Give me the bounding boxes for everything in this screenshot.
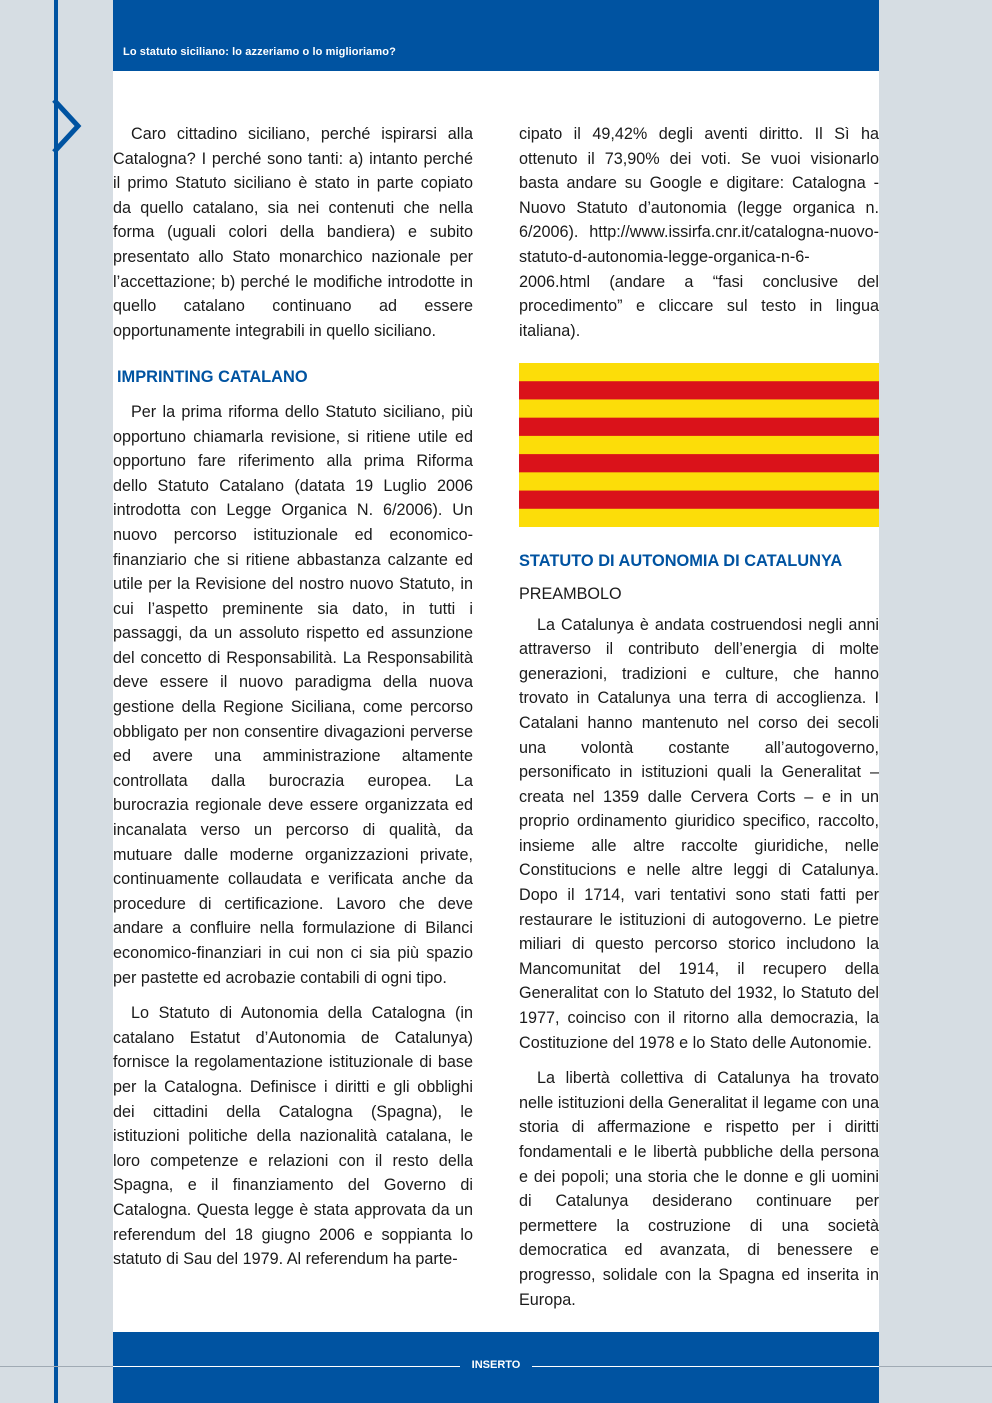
- flag-stripe-yellow: [519, 509, 879, 527]
- flag-stripe-yellow: [519, 363, 879, 382]
- section-heading-statuto: STATUTO DI AUTONOMIA DI CATALUNYA: [519, 552, 843, 571]
- footer-label: INSERTO: [471, 1359, 521, 1371]
- subheading-preambolo: PREAMBOLO: [519, 584, 622, 603]
- left-column: [113, 122, 473, 1283]
- catalan-flag-image: [519, 363, 879, 527]
- flag-stripe-red: [519, 491, 879, 510]
- header-band: [113, 0, 879, 71]
- flag-stripe-yellow: [519, 436, 879, 455]
- flag-stripe-red: [519, 418, 879, 437]
- right-column: [519, 122, 879, 1323]
- right-margin-band: [879, 0, 992, 1403]
- running-title: Lo statuto siciliano: lo azzeriamo o lo miglioriamo?: [123, 46, 396, 58]
- intro-paragraph: Caro cittadino siciliano, perché ispirarsi alla Catalogna? I perché sono tanti: a) intanto perché il primo Statuto siciliano è stato in parte copiato da quello catalano, sia nei contenuti che nella forma (uguali colori della bandiera) e subito presentato allo Stato monarchico nazionale per l’accettazione; b) perché le modifiche introdotte in quello catalano continuano ad essere opportunamente integrabili in quello siciliano.: [113, 125, 473, 340]
- left-vertical-rule: [54, 0, 58, 1403]
- flag-stripe-yellow: [519, 473, 879, 492]
- body-paragraph: Lo Statuto di Autonomia della Catalogna (in catalano Estatut d’Autonomia de Catalunya) fornisce la regolamentazione istituzionale di base per la Catalogna. Definisce i diritti e gli obblighi dei cittadini della Catalogna (Spagna), le istituzioni politiche della nazionalità catalana, le loro competenze e relazioni con il resto della Spagna, e il finanziamento del Governo di Catalogna. Questa legge è stata approvata da un referendum del 18 giugno 2006 e soppianta lo statuto di Sau del 1979. Al referendum ha parte-: [113, 1004, 473, 1269]
- body-paragraph: La libertà collettiva di Catalunya ha trovato nelle istituzioni della Generalitat il legame con una storia di affermazione e rispetto per i diritti fondamentali e le libertà pubbliche della persona e dei popoli; una storia che le donne e gli uomini di Catalunya desiderano continuare per permettere la costruzione di una società democratica ed avanzata, di benessere e progresso, solidale con la Spagna ed inserita in Europa.: [519, 1069, 879, 1309]
- footer-rule: [0, 1366, 113, 1367]
- continuation-paragraph: cipato il 49,42% degli aventi diritto. Il Sì ha ottenuto il 73,90% dei voti. Se vuoi visionarlo basta andare su Google e digitare: Catalogna - Nuovo Statuto d’autonomia (legge organica n. 6/2006). http://www.issirfa.cnr.it/catalogna-nuovo-statuto-d-autonomia-legge-organica-n-6-2006.html (andare a “fasi conclusive del procedimento” e cliccare sul testo in lingua italiana).: [519, 125, 879, 340]
- body-paragraph: La Catalunya è andata costruendosi negli anni attraverso il contributo dell’energia di molte generazioni, tradizioni e culture, che hanno trovato in Catalunya una terra di accoglienza. I Catalani hanno mantenuto nel corso dei secoli una volontà costante all’autogoverno, personificato in istituzioni quali la Generalitat – creata nel 1359 dalle Cervera Corts – e in un proprio ordinamento giuridico specifico, raccolto, insieme alle altre raccolte giuridiche, nelle Constitucions e nelle altre leggi di Catalunya. Dopo il 1714, vari tentativi sono stati fatti per restaurare le istituzioni di autogoverno. Le pietre miliari di questo percorso storico includono la Mancomunitat del 1914, il recupero della Generalitat con lo Statuto del 1932, lo Statuto del 1977, coinciso con il ritorno alla democrazia, la Costituzione del 1978 e lo Stato delle Autonomie.: [519, 615, 879, 1052]
- footer-rule: [113, 1366, 460, 1367]
- body-paragraph: Per la prima riforma dello Statuto siciliano, più opportuno chiamarla revisione, si ritiene utile ed opportuno fare riferimento alla prima Riforma dello Statuto Catalano (datata 19 Luglio 2006 introdotta con Legge Organica N. 6/2006). Un nuovo percorso istituzionale ed economico-finanziario che si ritiene abbastanza calzante ed utile per la Revisione del nostro nuovo Statuto, in cui l’aspetto preminente sia dato, in tutti i passaggi, da un assoluto rispetto ed assunzione del concetto di Responsabilità. La Responsabilità deve essere il nuovo paradigma della nuova gestione della Regione Siciliana, come percorso obbligato per non consentire divagazioni perverse ed avere una amministrazione altamente controllata dalla burocrazia europea. La burocrazia regionale deve essere organizzata ed incanalata verso un percorso di qualità, da mutuare dalle moderne organizzazioni private, continuamente collaudata e verificata anche da procedure di certificazione. Lavoro che deve andare a confluire nella formulazione di Bilanci economico-finanziari in cui non ci sia più spazio per pastette ed acrobazie contabili di ogni tipo.: [113, 402, 473, 987]
- flag-stripe-red: [519, 454, 879, 473]
- footer-rule: [532, 1366, 879, 1367]
- section-heading-imprinting: IMPRINTING CATALANO: [117, 368, 308, 387]
- flag-stripe-yellow: [519, 400, 879, 419]
- flag-stripe-red: [519, 382, 879, 401]
- footer-rule: [879, 1366, 992, 1367]
- chevron-right-icon: [50, 98, 84, 154]
